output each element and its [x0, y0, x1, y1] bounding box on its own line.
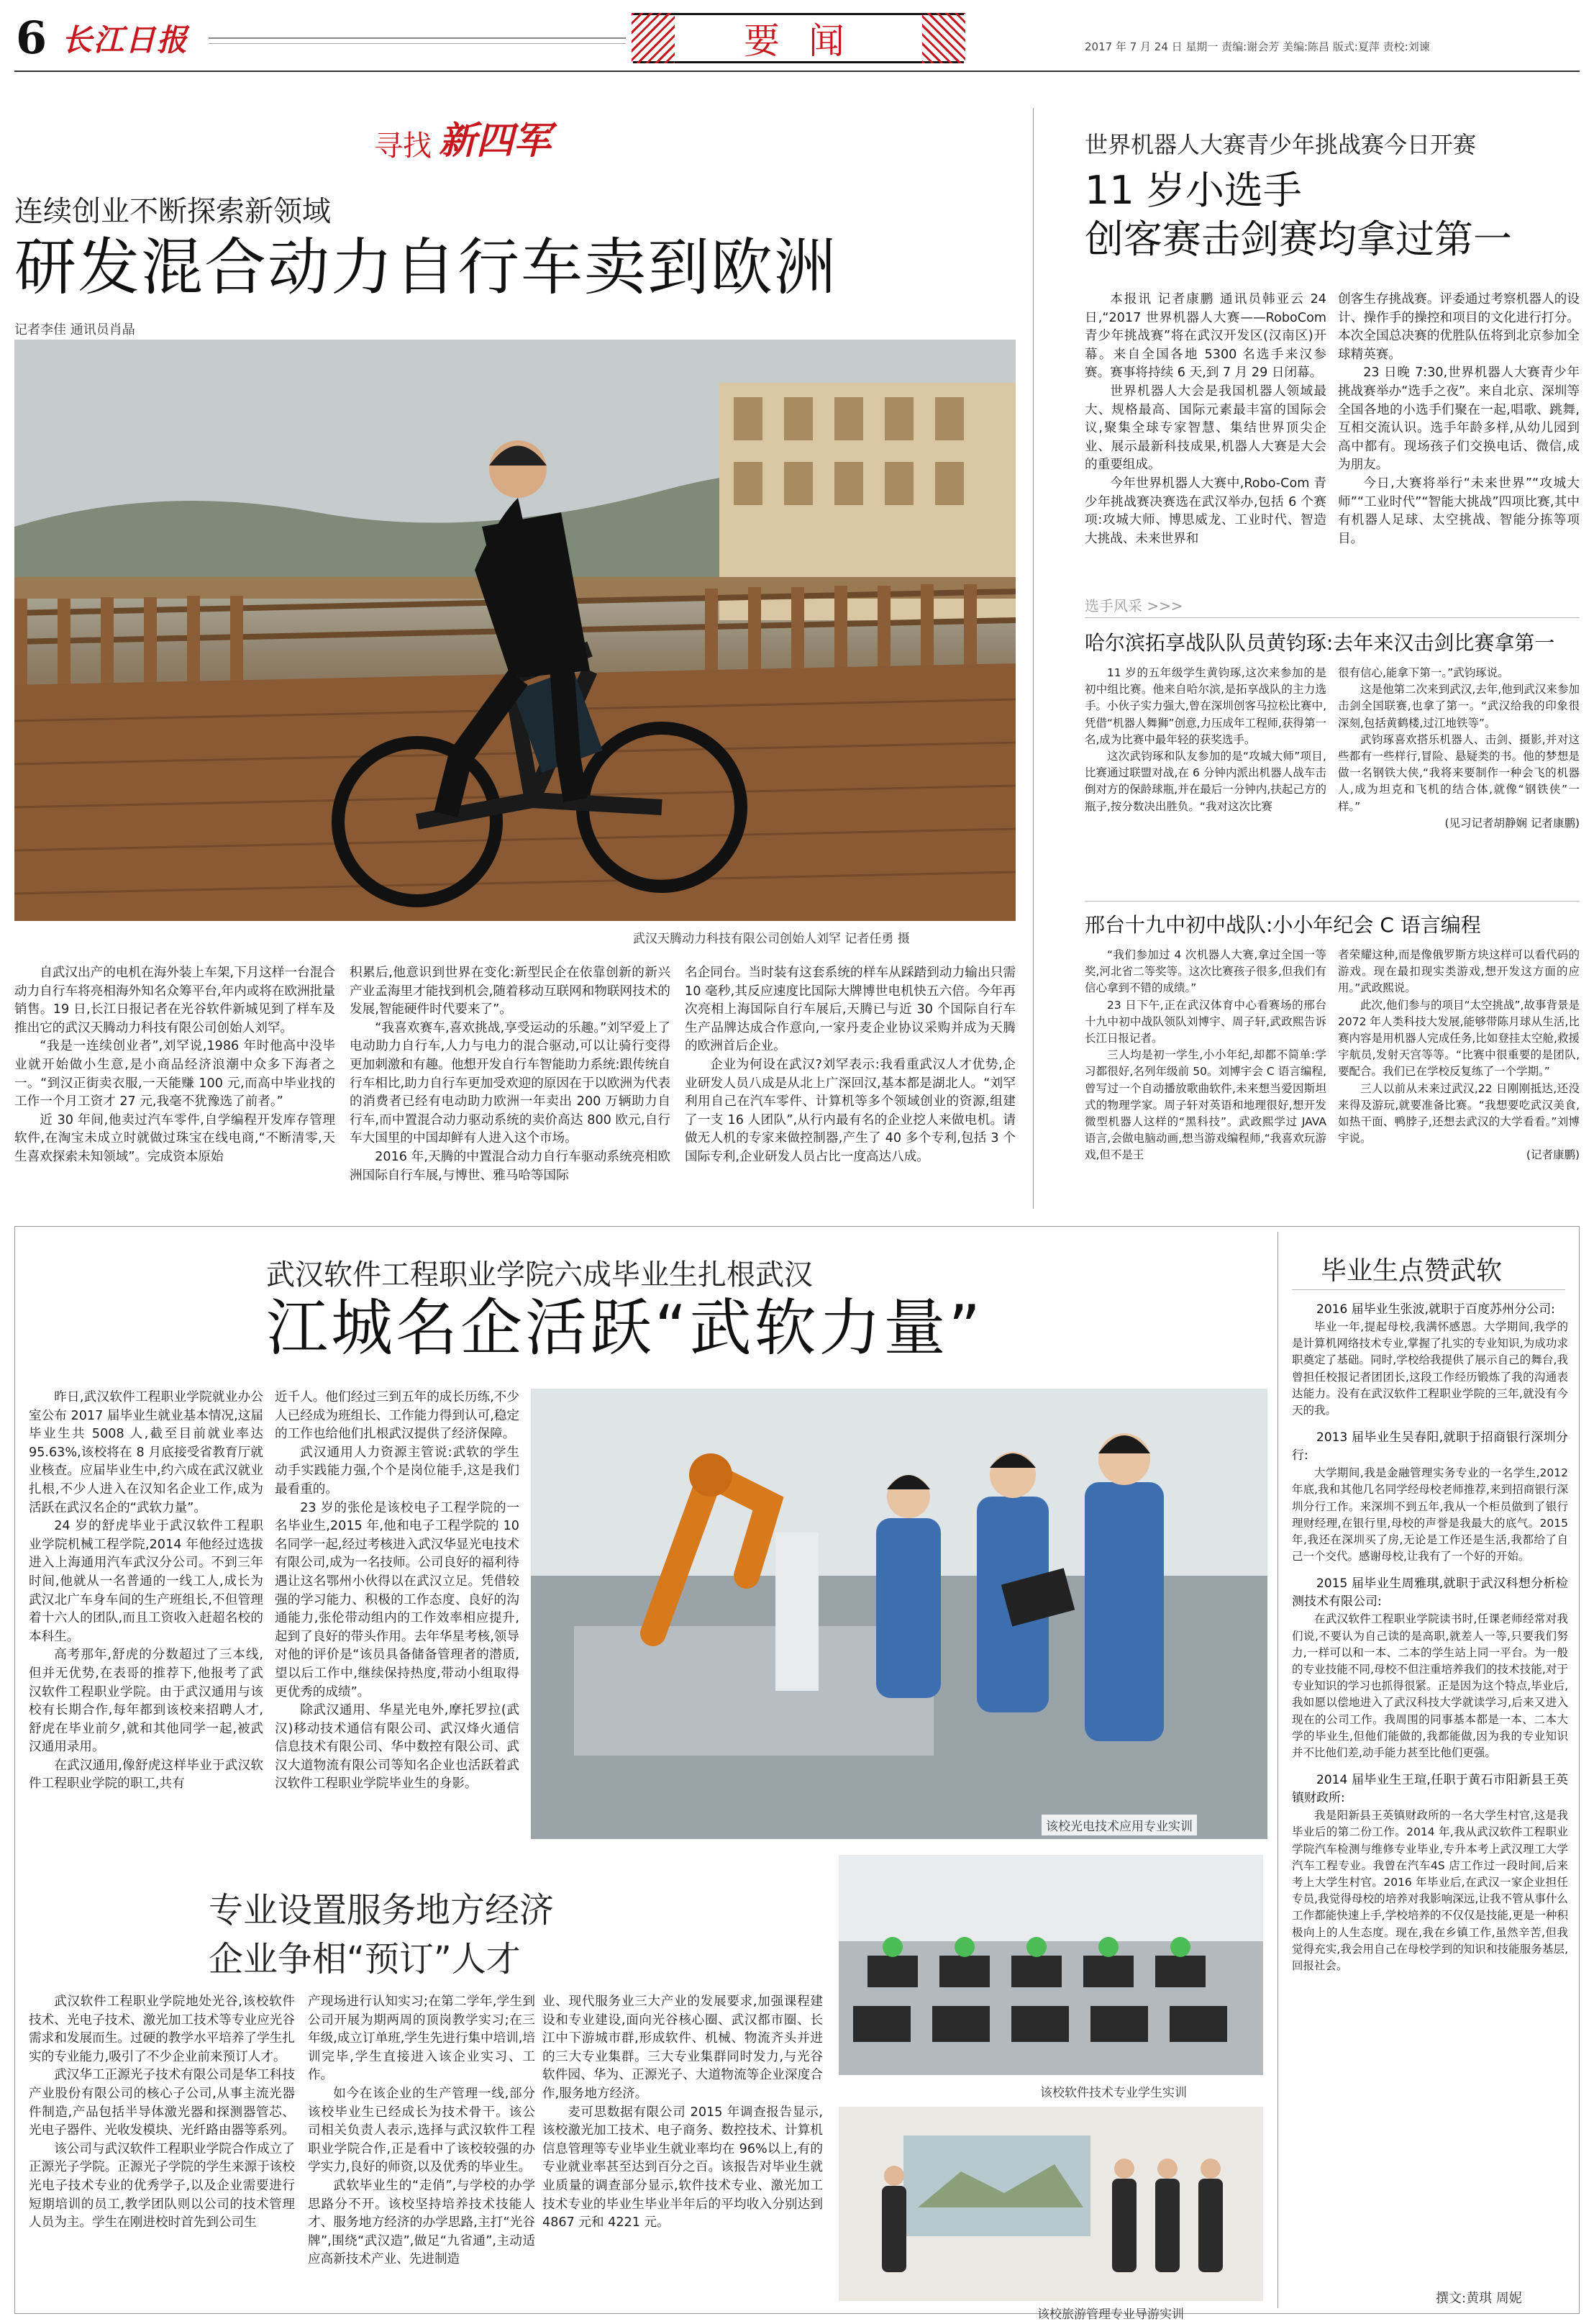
- paragraph: 如今在该企业的生产管理一线,部分该校毕业生已经成长为技术骨干。该公司相关负责人表示,选择与武汉软件工程职业学院合作,正是看中了该校较强的办学实力,良好的师资,以及优秀的毕业生。: [308, 2086, 535, 2175]
- paragraph: 此次,他们参与的项目“太空挑战”,故事背景是 2072 年人类科技大发展,能够带陈月球从生活,比赛内容是用机器人完成任务,比如登挂太空舱,救援宇航员,发射天宫等等。“比赛中很重要的是团队,要配合。我们已在学校反复练了一个学期。”: [1338, 998, 1580, 1079]
- masthead-top-rule-2: [209, 43, 626, 44]
- grad-item: [1292, 1301, 1568, 1419]
- paragraph: “我是一连续创业者”,刘罕说,1986 年时他高中没毕业就开始做小生意,是小商品经济浪潮中众多下海者之一。“到汉正街卖衣服,一天能赚 100 元,而高中毕业找的工作一个月工资才 27 元,我毫不犹豫选了前者。”: [14, 1039, 335, 1109]
- paragraph: 产现场进行认知实习;在第二学年,学生到公司开展为期两周的顶岗教学实习;在三年级,成立订单班,学生先进行集中培训,培训完毕,学生直接进入该企业实习、工作。: [308, 1994, 535, 2083]
- grad-item: [1292, 1575, 1568, 1761]
- wsu-headline: 江城名企活跃“武软力量”: [266, 1292, 984, 1364]
- c-col-1: [1085, 947, 1326, 1209]
- major-headline-1: 专业设置服务地方经济: [209, 1890, 555, 1930]
- grads-credit: 撰文:黄琪 周妮: [1436, 2291, 1522, 2306]
- byline: (见习记者胡静娴 记者康鹏): [1444, 816, 1580, 830]
- classroom-photo-caption: 该校软件技术专业学生实训: [1040, 2086, 1187, 2100]
- grad-text: 毕业一年,提起母校,我满怀感恩。大学期间,我学的是计算机网络技术专业,掌握了扎实的专业知识,为成功求职奠定了基础。同时,学校给我提供了展示自己的舞台,我曾担任校报记者团团长,这段工作经历锻炼了我的沟通表达能力。没有在武汉软件工程职业学院的三年,就没有今天的我。: [1292, 1320, 1568, 1417]
- bike-photo: [14, 340, 1016, 921]
- classroom-scene: [839, 1855, 1263, 2075]
- paragraph: “我们参加过 4 次机器人大赛,拿过全国一等奖,河北省二等奖等。这次比赛孩子很多,但我们有信心拿到不错的成绩。”: [1085, 948, 1326, 995]
- major-col-1: [29, 1993, 295, 2307]
- paragraph: 今日,大赛将举行“未来世界”“攻城大师”“工业时代”“智能大挑战”四项比赛,其中有机器人足球、太空挑战、智能分拣等项目。: [1338, 476, 1580, 546]
- kicker-brand: 新四军: [439, 119, 552, 163]
- masthead-top-rule: [209, 37, 626, 39]
- wsu-col-2: [275, 1389, 519, 1835]
- grad-text: 我是阳新县王英镇财政所的一名大学生村官,这是我毕业后的第二份工作。2014 年,我从武汉软件工程职业学院汽车检测与维修专业毕业,专升本考上武汉理工大学汽车工程专业。我曾在汽车4S 店工作过一段时间,后来考上大学生村官。2016 年毕业后,在武汉一家企业担任专员,我觉得母校的培养对我影响深远,让我不管从事什么工作都能快速上手,学校培养的不仅仅是技能,更是一种积极向上的人生态度。现在,我在乡镇工作,虽然辛苦,但我觉得充实,我会用自己在母校学到的知识和技能服务基层,回报社会。: [1292, 1809, 1568, 1973]
- paragraph: 自武汉出产的电机在海外装上车架,下月这样一台混合动力自行车将亮相海外知名众筹平台,年内或将在欧洲批量销售。19 日,长江日报记者在光谷软件新城见到了样车及推出它的武汉天腾动力科技有限公司创始人刘罕。: [14, 966, 335, 1035]
- major-col-2: [308, 1993, 535, 2307]
- paragraph: 在武汉通用,像舒虎这样毕业于武汉软件工程职业学院的职工,共有: [29, 1758, 263, 1792]
- grad-who: 2013 届毕业生吴春阳,就职于招商银行深圳分行:: [1292, 1430, 1568, 1463]
- major-col-3: [542, 1993, 823, 2307]
- grad-item: [1292, 1771, 1568, 1974]
- bike-subtitle: 连续创业不断探索新领域: [14, 195, 331, 228]
- wsu-col-1: [29, 1389, 263, 1835]
- paragraph: 者荣耀这种,而是像俄罗斯方块这样可以看代码的游戏。现在最扣现实类游戏,想开发这方面的应用。”武政熙说。: [1338, 948, 1580, 995]
- paragraph: 创客生存挑战赛。评委通过考察机器人的设计、操作手的操控和项目的文化进行打分。本次全国总决赛的优胜队伍将到北京参加全球精英赛。: [1338, 292, 1580, 362]
- bike-col-3: [685, 964, 1016, 1202]
- paragraph: 武汉通用人力资源主管说:武软的学生动手实践能力强,个个是岗位能手,这是我们最看重的。: [275, 1445, 519, 1497]
- paragraph: 该公司与武汉软件工程职业学院合作成立了正源光子学院。正源光子学院的学生来源于该校光电子技术专业的优秀学子,以及企业需要进行短期培训的员工,教学团队则以公司的技术管理人员为主。学生在刚进校时首先到公司生: [29, 2141, 295, 2230]
- robot-col-1: [1085, 291, 1326, 571]
- grad-who: 2014 届毕业生王瑄,任职于黄石市阳新县王英镇财政所:: [1292, 1773, 1568, 1806]
- robot-headline-2: 创客赛击剑赛均拿过第一: [1085, 217, 1512, 262]
- tourism-scene: [839, 2107, 1263, 2301]
- grad-text: 在武汉软件工程职业学院读书时,任课老师经常对我们说,不要认为自己读的是高职,就差人一等,只要我们努力,一样可以和一本、二本的学生站上同一平台。为一般的专业技能不同,母校不但注重培养我们的技术技能,对于专业知识的学习也抓得很紧。正是因为这个特点,毕业后,我如愿以偿地进入了武汉科技大学就读学习,后来又进入现在的公司工作。我周围的同事基本都是一本、二本大学的毕业生,但他们能做的,我都能做,因为我的专业知识并不比他们差,动手能力甚至比他们更强。: [1292, 1612, 1568, 1760]
- paragraph: 今年世界机器人大赛中,Robo-Com 青少年挑战赛决赛选在武汉举办,包括 6 个赛项:攻城大师、博思威龙、工业时代、智造大挑战、未来世界和: [1085, 476, 1326, 546]
- paragraph: 11 岁的五年级学生黄钧琢,这次来参加的是初中组比赛。他来自哈尔滨,是拓享战队的主力选手。小伙子实力强大,曾在深圳创客马拉松比赛中,凭借“机器人舞狮”创意,力压成年工程师,获得第一名,成为比赛中最年轻的获奖选手。: [1085, 666, 1326, 746]
- grads-rule: [1292, 1289, 1565, 1290]
- paragraph: 高考那年,舒虎的分数超过了三本线,但并无优势,在表哥的推荐下,他报考了武汉软件工程职业学院。由于武汉通用与该校有长期合作,每年都到该校来招聘人才,舒虎在毕业前夕,就和其他同学一起,被武汉通用录用。: [29, 1648, 263, 1755]
- robot-col-2: [1338, 291, 1580, 571]
- paragraph: 24 岁的舒虎毕业于武汉软件工程职业学院机械工程学院,2014 年他经过选拔进入上海通用汽车武汉分公司。不到三年时间,他就从一名普通的一线工人,成长为武汉北广车身车间的生产班组长,不但管理着十六人的团队,而且工资收入赶超名校的本科生。: [29, 1519, 263, 1644]
- paragraph: 近千人。他们经过三到五年的成长历练,不少人已经成为班组长、工作能力得到认可,稳定的工作也给他们扎根武汉提供了经济保障。: [275, 1390, 519, 1442]
- grad-text: 大学期间,我是金融管理实务专业的一名学生,2012 年底,我和其他几名同学经母校老师推荐,来到招商银行深圳分行工作。来深圳不到五年,我从一个柜员做到了银行理财经理,在银行里,母校的声誉是我最大的底气。2015 年,我还在深圳买了房,无论是工作还是生活,我都给了自己一个交代。感谢母校,让我有了一个好的开始。: [1292, 1466, 1568, 1563]
- paragraph: 积累后,他意识到世界在变化:新型民企在依靠创新的新兴产业孟海里才能找到机会,随着移动互联网和物联网技术的发展,智能硬件时代要来了”。: [350, 966, 670, 1017]
- lab-photo-scene: [531, 1389, 1267, 1839]
- section-label: 选手风采 >>>: [1085, 597, 1183, 614]
- bike-col-1: [14, 964, 335, 1202]
- paragraph: 近 30 年间,他卖过汽车零件,自学编程开发库存管理软件,在淘宝未成立时就做过珠宝在线电商,“不断清零,天生喜欢探索未知领域”。完成资本原始: [14, 1112, 335, 1164]
- section-rule: [1085, 901, 1580, 902]
- paragraph: 麦可思数据有限公司 2015 年调查报告显示,该校激光加工技术、电子商务、数控技术、计算机信息管理等专业毕业生就业率均在 96%以上,有的专业就业率甚至达到百分之百。该报告对毕业生就业质量的调查部分显示,软件技术专业、激光加工技术专业的毕业生毕业半年后的平均收入分别达到 4867 元和 4221 元。: [542, 2105, 823, 2230]
- paragraph: 企业为何设在武汉?刘罕表示:我看重武汉人才优势,企业研发人员八成是从北上广深回汉,基本都是湖北人。“刘罕利用自己在汽车零件、计算机等多个领域创业的资源,组建了一支 16 人团队”,从行内最有名的企业挖人来做电机。请做无人机的专家来做控制器,产生了 40 多个专利,包括 3 个国际专利,企业研发人员占比一度高达八成。: [685, 1057, 1016, 1164]
- paragraph: 本报讯 记者康鹏 通讯员韩亚云 24 日,“2017 世界机器人大赛——RoboCom 青少年挑战赛”将在武汉开发区(汉南区)开幕。来自全国各地 5300 名选手来汉参赛。赛事将持续 6 天,到 7 月 29 日闭幕。: [1085, 292, 1326, 381]
- robot-headline-1: 11 岁小选手: [1085, 168, 1302, 213]
- robot-kicker: 世界机器人大赛青少年挑战赛今日开赛: [1085, 131, 1477, 158]
- kicker-box: [374, 106, 551, 164]
- c-headline: 邢台十九中初中战队:小小年纪会 C 语言编程: [1085, 913, 1481, 937]
- paragraph: 业、现代服务业三大产业的发展要求,加强课程建设和专业建设,面向光谷核心圈、武汉都市圈、长江中下游城市群,形成软件、机械、物流齐头并进的三大专业集群。三大专业集群同时发力,与光谷软件园、华为、正源光子、大道物流等企业深度合作,服务地方经济。: [542, 1994, 823, 2101]
- lab-photo-tourism: [839, 2107, 1263, 2301]
- fencing-col-1: [1085, 665, 1326, 895]
- paragraph: 武汉软件工程职业学院地处光谷,该校软件技术、光电子技术、激光加工技术等专业应光谷需求和发展而生。过硬的教学水平培养了学生扎实的专业能力,吸引了不少企业前来预订人才。: [29, 1994, 295, 2064]
- lab-photo-software: [839, 1855, 1263, 2075]
- paragraph: 武软毕业生的“走俏”,与学校的办学思路分不开。该校坚持培养技术技能人才、服务地方经济的办学思路,主打“光谷牌”,围绕“武汉造”,做足“九省通”,主动适应高新技术产业、先进制造: [308, 2178, 535, 2267]
- c-col-2: [1338, 947, 1580, 1209]
- grad-who: 2015 届毕业生周雅琪,就职于武汉科想分析检测技术有限公司:: [1292, 1576, 1568, 1610]
- lab-photo-caption: 该校光电技术应用专业实训: [1042, 1815, 1197, 1835]
- paragraph: 三人以前从未来过武汉,22 日刚刚抵达,还没来得及游玩,就要准备比赛。“我想要吃武汉美食,如热干面、鸭脖子,还想去武汉的大学看看。”刘博宇说。: [1338, 1081, 1580, 1145]
- masthead-meta: 2017 年 7 月 24 日 星期一 责编:谢会芳 美编:陈昌 版式:夏萍 责校:刘谏: [1085, 40, 1430, 53]
- paragraph: 武钧琢喜欢搭乐机器人、击剑、摄影,并对这些都有一些样行,冒险、悬疑类的书。他的梦想是做一名钢铁大侠,“我将来要制作一种会飞的机器人,成为坦克和飞机的结合体,就像“钢铁侠”一样。”: [1338, 732, 1580, 813]
- paragraph: “我喜欢赛车,喜欢挑战,享受运动的乐趣。”刘罕爱上了电动助力自行车,人力与电力的混合驱动,可以让骑行变得更加刺激和有趣。他想开发自行车智能助力系统:跟传统自行车相比,助力自行车更加受欢迎的原因在于以欧洲为代表的消费者已经有电动助力欧洲一年卖出 200 万辆助力自行车,而中置混合动力驱动系统的卖价高达 800 欧元,自行车大国里的中国却鲜有人进入这个市场。: [350, 1020, 670, 1146]
- bike-byline: 记者李佳 通讯员肖晶: [14, 322, 135, 337]
- grads-headline: 毕业生点赞武软: [1321, 1256, 1503, 1286]
- kicker-prefix: 寻找: [374, 130, 432, 163]
- paragraph: 世界机器人大会是我国机器人领域最大、规格最高、国际元素最丰富的国际会议,聚集全球专家智慧、集结世界顶尖企业、展示最新科技成果,机器人大赛是大会的重要组成。: [1085, 383, 1326, 473]
- paper-name: 长江日报: [62, 22, 189, 58]
- paragraph: 很有信心,能拿下第一。”武钧琢说。: [1338, 666, 1509, 679]
- paragraph: 除武汉通用、华星光电外,摩托罗拉(武汉)移动技术通信有限公司、武汉烽火通信信息技术有限公司、华中数控有限公司、武汉大道物流有限公司等知名企业也活跃着武汉软件工程职业学院毕业生的身影。: [275, 1703, 519, 1792]
- tourism-photo-caption: 该校旅游管理专业导游实训: [1037, 2307, 1184, 2322]
- wsu-kicker: 武汉软件工程职业学院六成毕业生扎根武汉: [266, 1258, 813, 1292]
- bike-photo-caption: 武汉天腾动力科技有限公司创始人刘罕 记者任勇 摄: [633, 932, 910, 946]
- fencing-col-2: [1338, 665, 1580, 895]
- bike-headline: 研发混合动力自行车卖到欧洲: [14, 232, 837, 304]
- paragraph: 这是他第二次来到武汉,去年,他到武汉来参加击剑全国联赛,也拿了第一。“武汉给我的印象很深刻,包括黄鹤楼,过江地铁等”。: [1338, 683, 1580, 730]
- paragraph: 名企同台。当时装有这套系统的样车从踩踏到动力输出只需 10 毫秒,其反应速度比国际大牌博世电机快五六倍。今年再次亮相上海国际自行车展后,天腾已与近 30 个国际自行车生产品牌达成合作意向,一家丹麦企业协议采购并成为天腾的欧洲首后企业。: [685, 966, 1016, 1054]
- page-number: 6: [16, 12, 47, 64]
- lab-photo-optoelectronics: [531, 1389, 1267, 1839]
- paragraph: 这次武钧琢和队友参加的是“攻城大师”项目,比赛通过联盟对战,在 6 分钟内派出机器人战车击倒对方的保龄球瓶,并在最后一分钟内,扶起己方的瓶子,按分数决出胜负。“我对这次比赛: [1085, 750, 1326, 813]
- paragraph: 23 日晚 7:30,世界机器人大赛青少年挑战赛举办“选手之夜”。来自北京、深圳等全国各地的小选手们聚在一起,唱歌、跳舞,互相交流认识。选手年龄多样,从幼儿园到高中都有。现场孩子们交换电话、微信,成为朋友。: [1338, 366, 1580, 473]
- section-tab: [633, 13, 964, 63]
- paragraph: 三人均是初一学生,小小年纪,却都不简单:学习都很好,名列年级前 50。刘博宇会 C 语言编程,曾写过一个自动播放歌曲软件,未来想当爱因斯坦式的物理学家。周子轩对英语和地理很好,想开发微型机器人这样的“黑科技”。武政熙学过 JAVA 语言,会做电脑动画,想当游戏编程师,“我喜欢玩游戏,但不是王: [1085, 1048, 1326, 1162]
- fencing-headline: 哈尔滨拓享战队队员黄钧琢:去年来汉击剑比赛拿第一: [1085, 631, 1555, 655]
- paragraph: 昨日,武汉软件工程职业学院就业办公室公布 2017 届毕业生就业基本情况,这届毕业生共 5008 人,截至目前就业率达 95.63%,该校将在 8 月底接受省教育厅就业核查。应届毕业生中,约六成在武汉就业扎根,不少人进入在汉知名企业工作,成为活跃在武汉名企的“武软力量”。: [29, 1390, 263, 1515]
- paragraph: 23 日下午,正在武汉体育中心看赛场的邢台十九中初中战队领队刘博宇、周子轩,武政熙告诉长江日报记者。: [1085, 998, 1326, 1045]
- column-divider: [1033, 108, 1034, 1209]
- section-rule: [1085, 617, 1580, 618]
- bike-photo-scene: [14, 340, 1016, 921]
- grad-who: 2016 届毕业生张波,就职于百度苏州分公司:: [1316, 1302, 1555, 1317]
- section-title: 要 闻: [744, 20, 853, 62]
- major-headline-2: 企业争相“预订”人才: [209, 1939, 521, 1979]
- masthead-bottom-rule: [14, 71, 1580, 72]
- bike-col-2: [350, 964, 670, 1202]
- paragraph: 23 岁的张伦是该校电子工程学院的一名毕业生,2015 年,他和电子工程学院的 10 名同学一起,经过考核进入武汉华显光电技术有限公司,成为一名技师。公司良好的福利待遇让这名鄂州小伙得以在武汉立足。凭借较强的学习能力、积极的工作态度、良好的沟通能力,张伦带动组内的工作效率相应提升,起到了良好的带头作用。去年华星考核,领导对他的评价是“该员具备储备管理者的潜质,望以后工作中,继续保持热度,带动小组取得更优秀的成绩”。: [275, 1500, 519, 1699]
- paragraph: 2016 年,天腾的中置混合动力自行车驱动系统亮相欧洲国际自行车展,与博世、雅马哈等国际: [350, 1149, 670, 1183]
- grads-list: [1292, 1301, 1568, 2279]
- grad-item: [1292, 1429, 1568, 1565]
- byline: (记者康鹏): [1526, 1148, 1580, 1162]
- paragraph: 武汉华工正源光子技术有限公司是华工科技产业股份有限公司的核心子公司,从事主流光器件制造,产品包括半导体激光器和探测器管芯、光电子器件、光收发模块、光纤路由器等系列。: [29, 2068, 295, 2138]
